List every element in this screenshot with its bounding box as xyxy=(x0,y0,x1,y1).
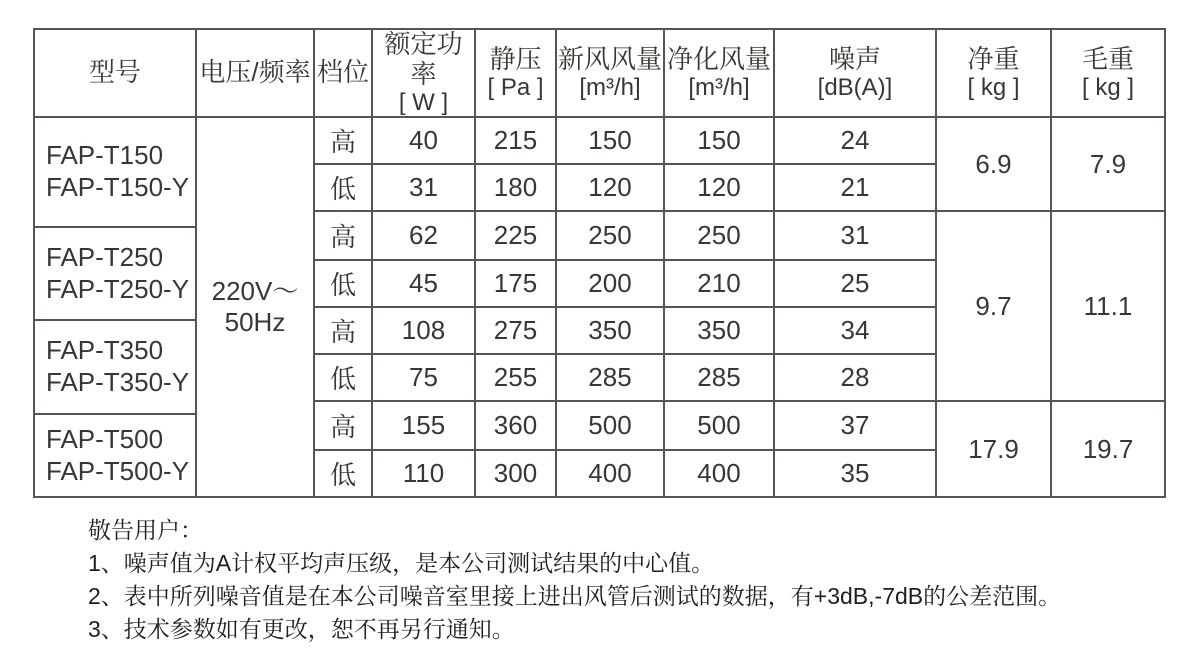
header-unit: [ kg ] xyxy=(1081,73,1135,101)
header-label: 新风风量 xyxy=(557,43,662,74)
static-pressure-cell: 180 xyxy=(475,164,556,211)
fresh-air-cell: 400 xyxy=(556,450,664,497)
net-weight-cell: 6.9 xyxy=(936,117,1051,211)
net-weight-cell: 17.9 xyxy=(936,401,1051,497)
header-unit: [m³/h] xyxy=(688,73,750,101)
table-row xyxy=(34,117,1165,164)
model-name: FAP-T500-Y xyxy=(46,455,190,486)
notice-item: 1、噪声值为A计权平均声压级，是本公司测试结果的中心值。 xyxy=(88,550,715,576)
header-label: 净化风量 xyxy=(666,43,771,74)
power-cell: 108 xyxy=(372,307,475,354)
header-unit: [ kg ] xyxy=(967,73,1020,101)
header-rated-power xyxy=(372,29,475,117)
fresh-air-cell: 120 xyxy=(556,164,664,211)
model-group-t350 xyxy=(35,321,195,415)
purified-air-cell: 285 xyxy=(664,354,774,401)
purified-air-cell: 500 xyxy=(664,401,774,450)
purified-air-cell: 120 xyxy=(664,164,774,211)
purified-air-cell: 250 xyxy=(664,211,774,260)
power-cell: 110 xyxy=(372,450,475,497)
notice-item: 2、表中所列噪音值是在本公司噪音室里接上进出风管后测试的数据，有+3dB,-7dB的公差范围。 xyxy=(88,583,1062,609)
header-label: 电压/频率 xyxy=(199,57,311,88)
net-weight-cell: 9.7 xyxy=(936,211,1051,401)
model-group-t250 xyxy=(35,228,195,321)
header-label: 噪声 xyxy=(828,43,881,74)
gear-cell: 低 xyxy=(314,260,372,307)
power-cell: 62 xyxy=(372,211,475,260)
header-label: 额定功率 xyxy=(384,29,463,89)
purified-air-cell: 150 xyxy=(664,117,774,164)
fresh-air-cell: 250 xyxy=(556,211,664,260)
power-cell: 31 xyxy=(372,164,475,211)
model-name: FAP-T150 xyxy=(46,140,164,171)
model-name: FAP-T250-Y xyxy=(46,273,190,304)
noise-cell: 31 xyxy=(774,211,936,260)
header-unit: [m³/h] xyxy=(579,73,641,101)
noise-cell: 34 xyxy=(774,307,936,354)
static-pressure-cell: 175 xyxy=(475,260,556,307)
gear-cell: 高 xyxy=(314,117,372,164)
power-cell: 45 xyxy=(372,260,475,307)
header-unit: [ W ] xyxy=(398,88,449,116)
model-name: FAP-T500 xyxy=(46,423,164,454)
model-group-t500 xyxy=(35,415,195,496)
fresh-air-cell: 150 xyxy=(556,117,664,164)
power-cell: 155 xyxy=(372,401,475,450)
user-notice xyxy=(88,514,1061,646)
noise-cell: 24 xyxy=(774,117,936,164)
gear-cell: 低 xyxy=(314,450,372,497)
header-net-weight xyxy=(936,29,1051,117)
static-pressure-cell: 255 xyxy=(475,354,556,401)
notice-item: 3、技术参数如有更改，恕不再另行通知。 xyxy=(88,616,515,642)
header-label: 净重 xyxy=(967,43,1020,74)
header-unit: [dB(A)] xyxy=(817,73,893,101)
static-pressure-cell: 300 xyxy=(475,450,556,497)
noise-cell: 25 xyxy=(774,260,936,307)
model-name: FAP-T150-Y xyxy=(46,172,190,203)
gear-cell: 低 xyxy=(314,164,372,211)
header-row xyxy=(34,29,1165,117)
model-column xyxy=(34,117,196,497)
purified-air-cell: 210 xyxy=(664,260,774,307)
header-label: 型号 xyxy=(88,57,141,88)
static-pressure-cell: 275 xyxy=(475,307,556,354)
model-stack xyxy=(35,118,195,496)
noise-cell: 28 xyxy=(774,354,936,401)
model-group-t150 xyxy=(35,118,195,228)
header-gear xyxy=(314,29,372,117)
header-label: 档位 xyxy=(316,57,369,88)
voltage-cell xyxy=(196,117,314,497)
gross-weight-cell: 7.9 xyxy=(1051,117,1165,211)
frequency-value: 50Hz xyxy=(224,307,286,338)
header-purified-air xyxy=(664,29,774,117)
gross-weight-cell: 11.1 xyxy=(1051,211,1165,401)
noise-cell: 35 xyxy=(774,450,936,497)
gear-cell: 高 xyxy=(314,211,372,260)
header-voltage xyxy=(196,29,314,117)
model-name: FAP-T350 xyxy=(46,335,164,366)
static-pressure-cell: 225 xyxy=(475,211,556,260)
gear-cell: 高 xyxy=(314,307,372,354)
model-name: FAP-T250 xyxy=(46,241,164,272)
fresh-air-cell: 500 xyxy=(556,401,664,450)
static-pressure-cell: 215 xyxy=(475,117,556,164)
header-fresh-air xyxy=(556,29,664,117)
voltage-value: 220V～ xyxy=(211,275,299,306)
purified-air-cell: 400 xyxy=(664,450,774,497)
header-noise xyxy=(774,29,936,117)
header-static-pressure xyxy=(475,29,556,117)
spec-table xyxy=(33,28,1166,498)
header-label: 静压 xyxy=(489,43,542,74)
purified-air-cell: 350 xyxy=(664,307,774,354)
noise-cell: 37 xyxy=(774,401,936,450)
power-cell: 40 xyxy=(372,117,475,164)
fresh-air-cell: 350 xyxy=(556,307,664,354)
header-label: 毛重 xyxy=(1081,43,1134,74)
gross-weight-cell: 19.7 xyxy=(1051,401,1165,497)
noise-cell: 21 xyxy=(774,164,936,211)
gear-cell: 低 xyxy=(314,354,372,401)
model-name: FAP-T350-Y xyxy=(46,367,190,398)
header-model xyxy=(34,29,196,117)
header-gross-weight xyxy=(1051,29,1165,117)
fresh-air-cell: 285 xyxy=(556,354,664,401)
notice-title: 敬告用户： xyxy=(88,517,203,543)
static-pressure-cell: 360 xyxy=(475,401,556,450)
gear-cell: 高 xyxy=(314,401,372,450)
header-unit: [ Pa ] xyxy=(487,73,544,101)
power-cell: 75 xyxy=(372,354,475,401)
fresh-air-cell: 200 xyxy=(556,260,664,307)
